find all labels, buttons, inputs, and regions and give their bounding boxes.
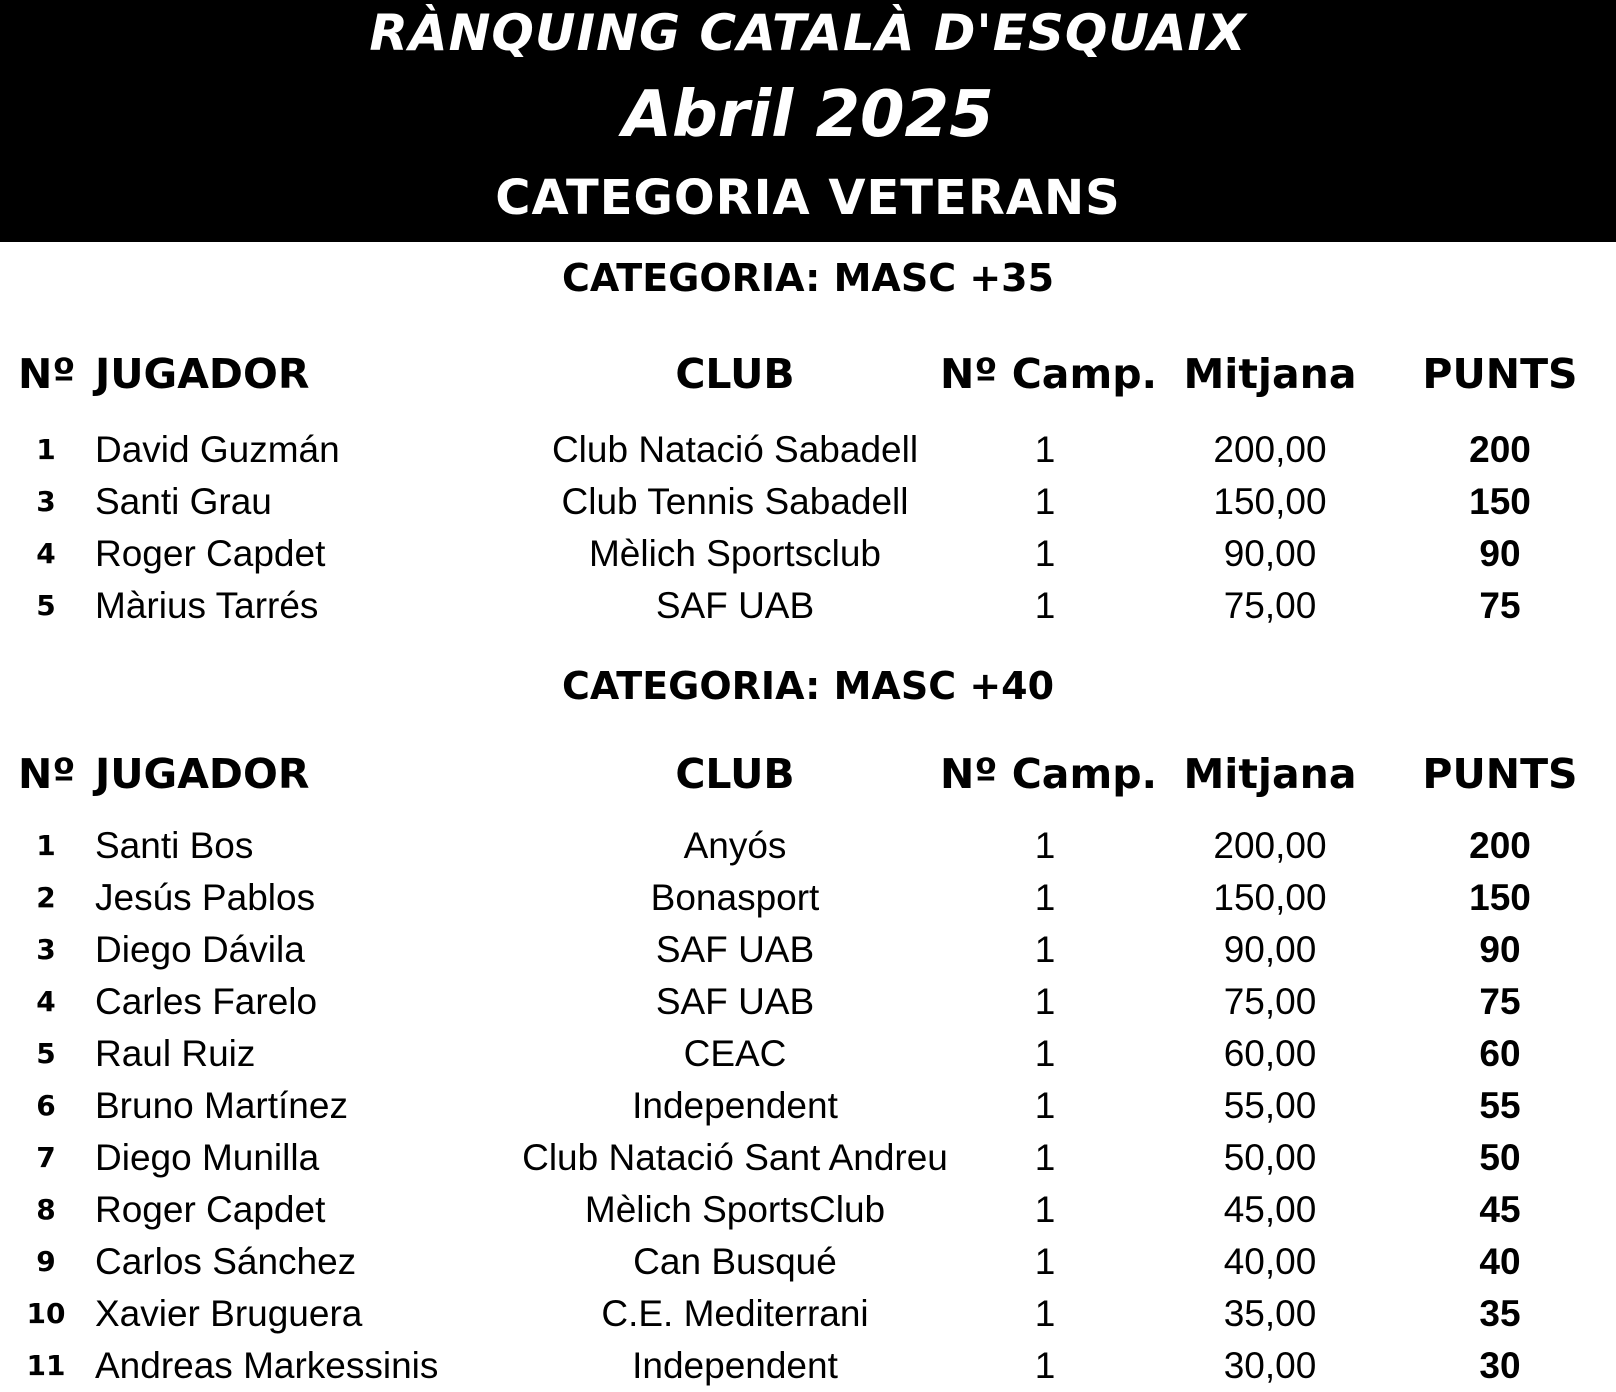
club-name: Mèlich SportsClub — [584, 1189, 886, 1230]
header-player: JUGADOR — [95, 750, 310, 798]
player-name: Xavier Bruguera — [95, 1293, 363, 1334]
rank-number: 4 — [36, 985, 56, 1018]
points-value: 150 — [1469, 481, 1531, 522]
club-name: SAF UAB — [655, 981, 815, 1022]
tournaments-count: 1 — [1034, 1033, 1056, 1074]
header-no: Nº — [18, 750, 76, 798]
points-value: 200 — [1469, 429, 1531, 470]
points-value: 90 — [1479, 929, 1521, 970]
tournaments-count: 1 — [1034, 1137, 1056, 1178]
tournaments-count: 1 — [1034, 929, 1056, 970]
rank-number: 4 — [36, 537, 56, 570]
table-row — [0, 1236, 1616, 1288]
table-row — [0, 1080, 1616, 1132]
average-score: 150,00 — [1213, 877, 1327, 918]
average-score: 50,00 — [1223, 1137, 1317, 1178]
average-score: 45,00 — [1223, 1189, 1317, 1230]
tournaments-count: 1 — [1034, 1241, 1056, 1282]
tournaments-count: 1 — [1034, 533, 1056, 574]
player-name: Màrius Tarrés — [95, 585, 319, 626]
header-no: Nº — [18, 350, 76, 398]
club-name: SAF UAB — [655, 585, 815, 626]
rank-number: 1 — [36, 433, 56, 466]
player-name: Andreas Markessinis — [95, 1345, 439, 1386]
rank-number: 1 — [36, 829, 56, 862]
club-name: C.E. Mediterrani — [601, 1293, 869, 1334]
points-value: 75 — [1479, 981, 1521, 1022]
table-row — [0, 580, 1616, 632]
ranking-date: Abril 2025 — [622, 78, 994, 152]
club-name: Bonasport — [650, 877, 820, 918]
table-row — [0, 1340, 1616, 1392]
average-score: 55,00 — [1223, 1085, 1317, 1126]
points-value: 90 — [1479, 533, 1521, 574]
tournaments-count: 1 — [1034, 585, 1056, 626]
club-name: Can Busqué — [633, 1241, 837, 1282]
club-name: Anyós — [683, 825, 787, 866]
table-row — [0, 476, 1616, 528]
rank-number: 5 — [36, 1037, 56, 1070]
ranking-category: CATEGORIA VETERANS — [495, 170, 1121, 226]
table-row — [0, 1132, 1616, 1184]
points-value: 50 — [1479, 1137, 1521, 1178]
points-value: 55 — [1479, 1085, 1521, 1126]
player-name: Carlos Sánchez — [95, 1241, 357, 1282]
table-row — [0, 976, 1616, 1028]
tournaments-count: 1 — [1034, 481, 1056, 522]
player-name: Jesús Pablos — [95, 877, 316, 918]
header-player: JUGADOR — [95, 350, 310, 398]
player-name: Santi Grau — [95, 481, 272, 522]
table-row — [0, 424, 1616, 476]
rank-number: 3 — [36, 933, 56, 966]
section-title: CATEGORIA: MASC +35 — [561, 256, 1055, 300]
average-score: 75,00 — [1223, 981, 1317, 1022]
club-name: Mèlich Sportsclub — [588, 533, 881, 574]
header-club: CLUB — [675, 750, 795, 798]
tournaments-count: 1 — [1034, 981, 1056, 1022]
points-value: 75 — [1479, 585, 1521, 626]
table-row — [0, 1288, 1616, 1340]
player-name: David Guzmán — [95, 429, 340, 470]
tournaments-count: 1 — [1034, 825, 1056, 866]
points-value: 45 — [1479, 1189, 1521, 1230]
ranking-table-masc-40 — [0, 820, 1616, 1392]
header-camp: Nº Camp. — [940, 350, 1158, 398]
rank-number: 9 — [36, 1245, 56, 1278]
table-row — [0, 872, 1616, 924]
player-name: Santi Bos — [95, 825, 254, 866]
player-name: Bruno Martínez — [95, 1085, 348, 1126]
table-row — [0, 1028, 1616, 1080]
table-row — [0, 820, 1616, 872]
club-name: Club Natació Sant Andreu — [522, 1137, 948, 1178]
table-row — [0, 924, 1616, 976]
player-name: Roger Capdet — [95, 533, 326, 574]
table-header — [0, 750, 1616, 802]
rank-number: 11 — [26, 1349, 66, 1382]
club-name: Independent — [632, 1345, 838, 1386]
club-name: Club Tennis Sabadell — [561, 481, 909, 522]
section-title: CATEGORIA: MASC +40 — [561, 664, 1055, 708]
rank-number: 7 — [36, 1141, 56, 1174]
tournaments-count: 1 — [1034, 1345, 1056, 1386]
table-header — [0, 350, 1616, 402]
tournaments-count: 1 — [1034, 877, 1056, 918]
header-camp: Nº Camp. — [940, 750, 1158, 798]
club-name: Independent — [632, 1085, 838, 1126]
player-name: Diego Dávila — [95, 929, 305, 970]
table-row — [0, 528, 1616, 580]
rank-number: 10 — [26, 1297, 66, 1330]
rank-number: 5 — [36, 589, 56, 622]
points-value: 60 — [1479, 1033, 1521, 1074]
average-score: 90,00 — [1223, 533, 1317, 574]
player-name: Roger Capdet — [95, 1189, 326, 1230]
player-name: Raul Ruiz — [95, 1033, 256, 1074]
points-value: 40 — [1479, 1241, 1521, 1282]
player-name: Carles Farelo — [95, 981, 318, 1022]
header-points: PUNTS — [1422, 750, 1578, 798]
rank-number: 8 — [36, 1193, 56, 1226]
header-club: CLUB — [675, 350, 795, 398]
rank-number: 2 — [36, 881, 56, 914]
average-score: 150,00 — [1213, 481, 1327, 522]
header-points: PUNTS — [1422, 350, 1578, 398]
header-banner — [0, 0, 1616, 242]
points-value: 30 — [1479, 1345, 1521, 1386]
tournaments-count: 1 — [1034, 1293, 1056, 1334]
tournaments-count: 1 — [1034, 429, 1056, 470]
average-score: 90,00 — [1223, 929, 1317, 970]
average-score: 35,00 — [1223, 1293, 1317, 1334]
points-value: 200 — [1469, 825, 1531, 866]
points-value: 150 — [1469, 877, 1531, 918]
club-name: SAF UAB — [655, 929, 815, 970]
average-score: 60,00 — [1223, 1033, 1317, 1074]
tournaments-count: 1 — [1034, 1189, 1056, 1230]
average-score: 200,00 — [1213, 825, 1327, 866]
club-name: Club Natació Sabadell — [551, 429, 919, 470]
tournaments-count: 1 — [1034, 1085, 1056, 1126]
ranking-table-masc-35 — [0, 424, 1616, 632]
average-score: 200,00 — [1213, 429, 1327, 470]
rank-number: 3 — [36, 485, 56, 518]
average-score: 30,00 — [1223, 1345, 1317, 1386]
average-score: 40,00 — [1223, 1241, 1317, 1282]
header-avg: Mitjana — [1183, 350, 1357, 398]
rank-number: 6 — [36, 1089, 56, 1122]
club-name: CEAC — [683, 1033, 787, 1074]
player-name: Diego Munilla — [95, 1137, 320, 1178]
average-score: 75,00 — [1223, 585, 1317, 626]
table-row — [0, 1184, 1616, 1236]
header-avg: Mitjana — [1183, 750, 1357, 798]
ranking-title: RÀNQUING CATALÀ D'ESQUAIX — [369, 4, 1247, 62]
points-value: 35 — [1479, 1293, 1521, 1334]
